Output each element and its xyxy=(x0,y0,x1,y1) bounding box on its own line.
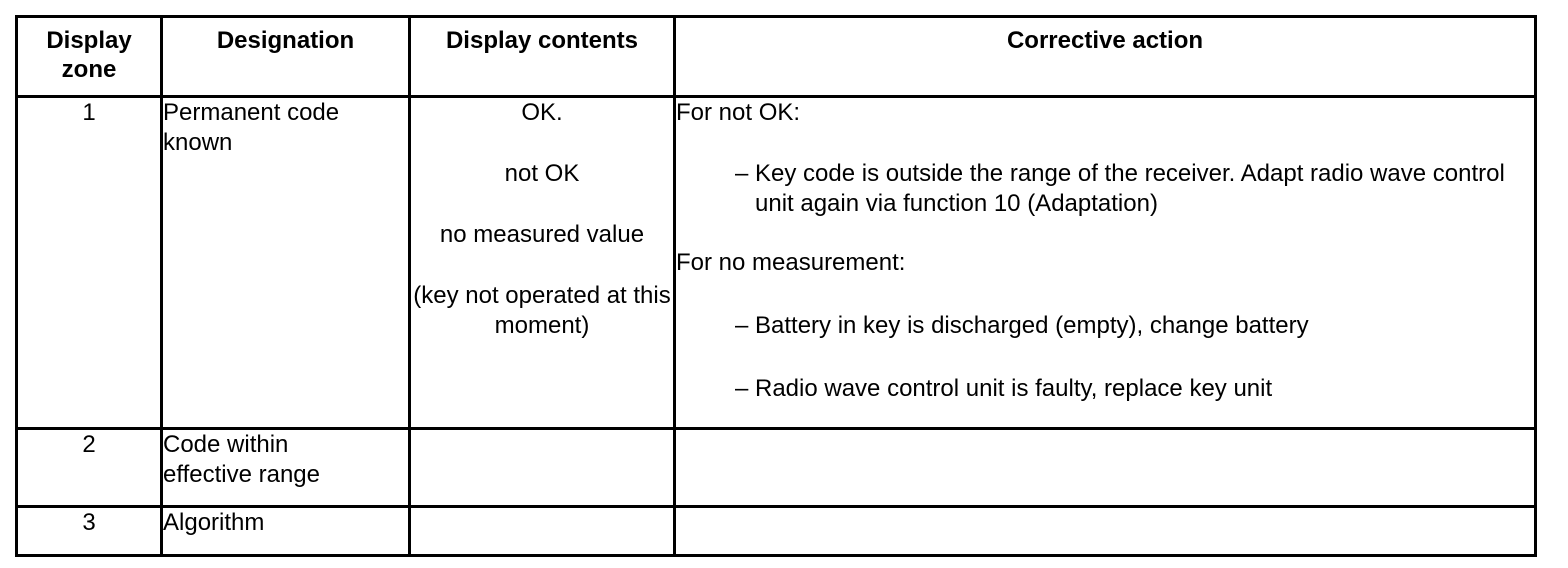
header-row xyxy=(17,17,1536,97)
list-item xyxy=(676,311,1534,341)
display-contents-cell xyxy=(410,97,675,429)
display-value-no-measured: no measured value xyxy=(439,221,645,248)
display-value-note: (key not operated at this moment) xyxy=(413,282,671,339)
zone-cell: 2 xyxy=(17,429,162,507)
dash-bullet-icon: – xyxy=(735,375,749,402)
not-ok-action-text: Key code is outside the range of the receiver. Adapt radio wave control unit again via function 10 (Adaptation) xyxy=(755,160,1505,217)
dash-bullet-icon: – xyxy=(735,160,749,187)
corrective-action-cell xyxy=(675,97,1536,429)
zone-cell: 3 xyxy=(17,507,162,556)
display-contents-cell xyxy=(410,507,675,556)
display-contents-cell xyxy=(410,429,675,507)
designation-text: Code within effective range xyxy=(163,431,320,488)
zone-cell: 1 xyxy=(17,97,162,429)
display-value-ok: OK. xyxy=(521,99,563,126)
designation-cell xyxy=(162,429,410,507)
table-row xyxy=(17,507,1536,556)
no-measurement-intro: For no measurement: xyxy=(676,249,906,276)
not-ok-intro: For not OK: xyxy=(676,99,801,126)
table-row xyxy=(17,97,1536,429)
table-row xyxy=(17,429,1536,507)
header-display-zone-label: Display zone xyxy=(46,27,132,83)
designation-cell: Algorithm xyxy=(162,507,410,556)
header-corrective-action: Corrective action xyxy=(675,17,1536,97)
battery-action-text: Battery in key is discharged (empty), change battery xyxy=(755,312,1309,339)
diagnosis-table xyxy=(15,15,1537,557)
corrective-action-cell xyxy=(675,429,1536,507)
dash-bullet-icon: – xyxy=(735,312,749,339)
list-item xyxy=(676,374,1534,404)
designation-cell: Permanent code known xyxy=(162,97,410,429)
header-display-contents: Display contents xyxy=(410,17,675,97)
header-display-zone xyxy=(17,17,162,97)
corrective-action-cell xyxy=(675,507,1536,556)
display-value-not-ok: not OK xyxy=(504,160,580,187)
control-unit-action-text: Radio wave control unit is faulty, replace key unit xyxy=(755,375,1273,402)
list-item xyxy=(676,159,1534,219)
header-designation: Designation xyxy=(162,17,410,97)
